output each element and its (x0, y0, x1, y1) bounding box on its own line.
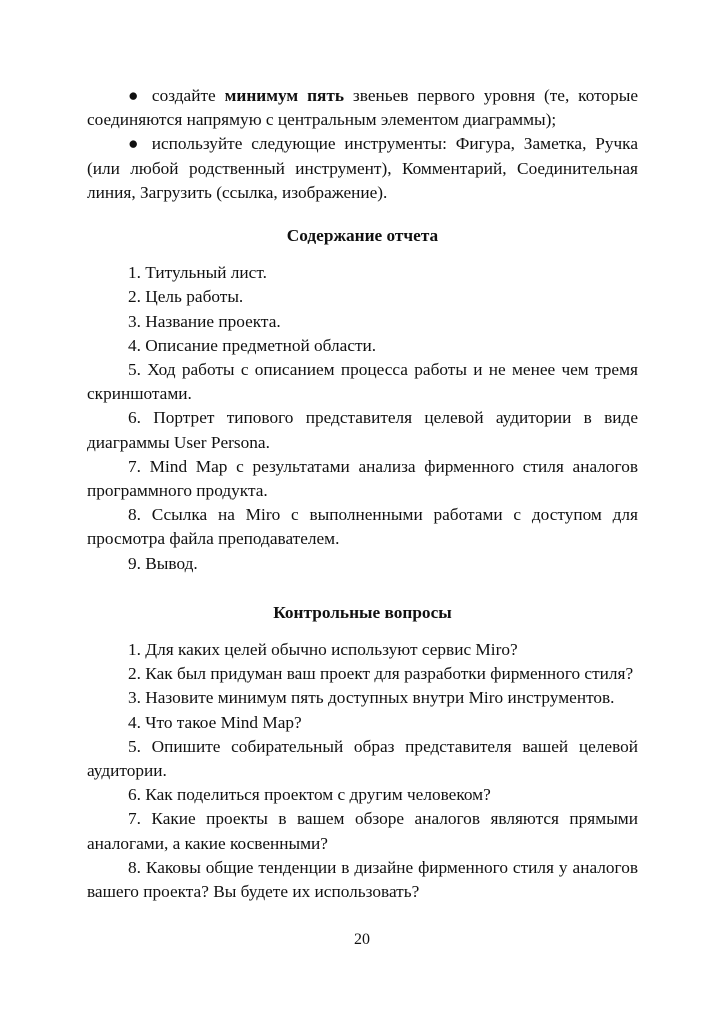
question-item: 8. Каковы общие тенденции в дизайне фирменного стиля у аналогов вашего проекта? Вы будете их использовать? (87, 857, 638, 902)
question-item: 2. Как был придуман ваш проект для разработки фирменного стиля? (128, 664, 634, 684)
bullet-prefix: ● создайте (128, 86, 225, 105)
question-item: 7. Какие проекты в вашем обзоре аналогов являются прямыми аналогами, а какие косвенными? (87, 809, 638, 853)
report-item: 9. Вывод. (128, 553, 198, 573)
bullet-item (87, 84, 638, 132)
report-item: 2. Цель работы. (128, 287, 244, 307)
bullet-emphasis: минимум пять (224, 86, 345, 105)
report-item: 7. Mind Map с результатами анализа фирменного стиля аналогов программного продукта. (87, 456, 638, 501)
bullet-rest: звеньев первого уровня (те, которые соединяются напрямую с центральным элементом диаграммы); (87, 86, 638, 130)
control-questions-heading: Контрольные вопросы (273, 602, 452, 622)
report-item: 4. Описание предметной области. (128, 335, 377, 355)
question-item: 6. Как поделиться проектом с другим человеком? (128, 785, 491, 805)
question-item: 4. Что такое Mind Map? (128, 712, 302, 732)
question-item: 5. Опишите собирательный образ представителя вашей целевой аудитории. (87, 736, 638, 781)
report-item: 6. Портрет типового представителя целевой аудитории в виде диаграммы User Persona. (87, 408, 638, 452)
report-item: 8. Ссылка на Miro с выполненными работами с доступом для просмотра файла преподавателем. (87, 505, 638, 549)
question-item: 1. Для каких целей обычно используют сервис Miro? (128, 640, 518, 660)
page-number: 20 (354, 931, 370, 948)
bullet-item: ● используйте следующие инструменты: Фигура, Заметка, Ручка (или любой родственный инструмент), Комментарий, Соединительная линия, Загрузить (ссылка, изображение). (87, 134, 638, 202)
report-item: 3. Название проекта. (128, 311, 281, 331)
question-item: 3. Назовите минимум пять доступных внутри Miro инструментов. (128, 688, 615, 708)
report-item: 5. Ход работы с описанием процесса работы и не менее чем тремя скриншотами. (87, 360, 638, 404)
document-page (87, 84, 638, 904)
report-contents-heading: Содержание отчета (286, 226, 439, 246)
report-item: 1. Титульный лист. (128, 263, 267, 283)
